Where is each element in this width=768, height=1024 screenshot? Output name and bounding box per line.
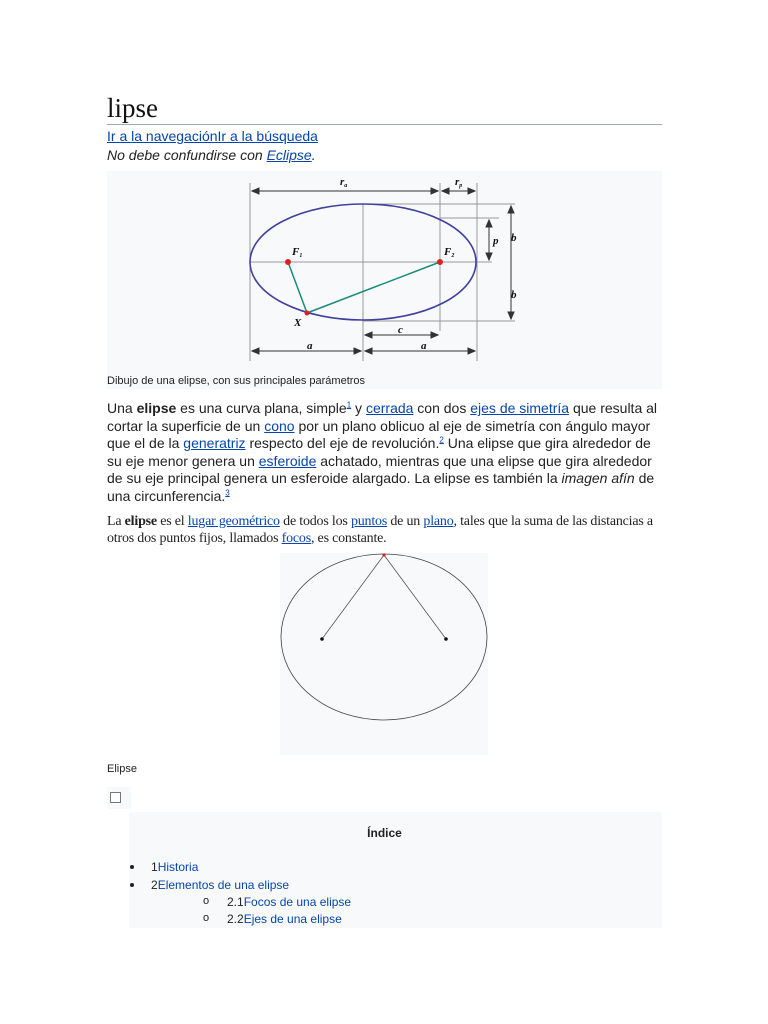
hatnote [107,147,316,164]
intro-paragraph: Una elipse es una curva plana, simple$^1$ y cerrada con dos ejes de simetría que resulta al cortar la superficie de un cono por un plano oblicuo al eje de simetría con ángulo mayor que el de la generatriz respecto del eje de revolución.$^2$ Una elipse que gira alrededor de su eje menor genera un esferoide achatado, mientras que una elipse que gira alrededor de su eje principal genera un esferoide alargado. La elipse es también la imagen afín de una circunferencia.$^3$ [107,400,658,504]
ellipse-parameters-diagram [107,171,662,389]
nav-link[interactable]: Ir a la navegación [107,128,218,144]
link-generatriz[interactable]: generatriz [183,435,246,451]
label-f2: F2 [444,246,455,259]
hatnote-text: No debe confundirse con [107,147,267,163]
circle-bullet-icon: o [203,912,210,924]
toc-item-historia[interactable]: 1Historia [151,860,199,874]
ellipse-outline [281,554,487,720]
link-cono[interactable]: cono [264,417,295,434]
circle-bullet-icon: o [203,895,210,907]
point-x [305,311,310,316]
link-ejes-de-simetria[interactable]: ejes de simetría [470,400,570,416]
label-rp: rp [455,176,463,189]
search-link[interactable]: Ir a la búsqueda [217,128,318,144]
moving-point [382,553,385,556]
toc-item-focos[interactable]: 2.1Focos de una elipse [227,895,352,909]
ref-3[interactable]: 3 [225,487,230,497]
toc-item-elementos[interactable]: 2Elementos de una elipse [151,878,290,892]
label-a-right: a [421,340,427,352]
figure1-caption: Dibujo de una elipse, con sus principales parámetros [107,375,366,387]
label-a-left: a [307,340,313,352]
definition-paragraph: La elipse es el lugar geométrico de todos los puntos de un plano, tales que la suma de las distancias a otros dos puntos fijos, llamados focos, es constante. [107,514,653,546]
hatnote-period: . [311,147,316,163]
ellipse-animation-figure [280,553,488,755]
link-focos[interactable]: focos [281,530,311,546]
focus-right-point [444,637,448,641]
label-p: p [493,235,499,247]
ellipse-foci-diagram [280,553,488,755]
bullet-icon [130,865,134,869]
figure2-caption: Elipse [107,763,137,775]
link-cerrada[interactable]: cerrada [365,400,414,416]
bullet-icon [130,883,134,887]
link-esferoide[interactable]: esferoide [258,452,317,469]
toc-toggle-checkbox[interactable] [107,787,131,809]
link-lugar-geometrico[interactable]: lugar geométrico [187,514,280,529]
link-plano[interactable]: plano [423,514,454,529]
link-puntos[interactable]: puntos [350,514,388,529]
ref-1[interactable]: 1 [346,400,352,410]
term-imagen-afin: imagen afín [561,470,635,486]
label-x: X [294,317,302,329]
title-divider [107,124,662,125]
checkbox-box-icon [110,792,121,803]
label-c: c [398,324,403,336]
focus-left-point [320,637,324,641]
skip-links [107,128,318,145]
focus-f1-point [285,259,291,265]
eclipse-link[interactable]: Eclipse [266,147,312,163]
page-title: lipse [107,93,158,123]
ref-2[interactable]: 2 [439,435,444,445]
term-elipse: elipse [136,400,177,416]
toc-item-ejes[interactable]: 2.2Ejes de una elipse [227,912,342,926]
ellipse-parameters-figure [107,171,662,389]
label-f1: F1 [292,246,303,259]
label-b-bottom: b [511,289,517,301]
label-ra: ra [340,176,348,189]
toc-title: Índice [367,826,402,840]
focus-f2-point [437,259,443,265]
label-b-top: b [511,232,517,244]
term-elipse-2: elipse [124,514,157,529]
